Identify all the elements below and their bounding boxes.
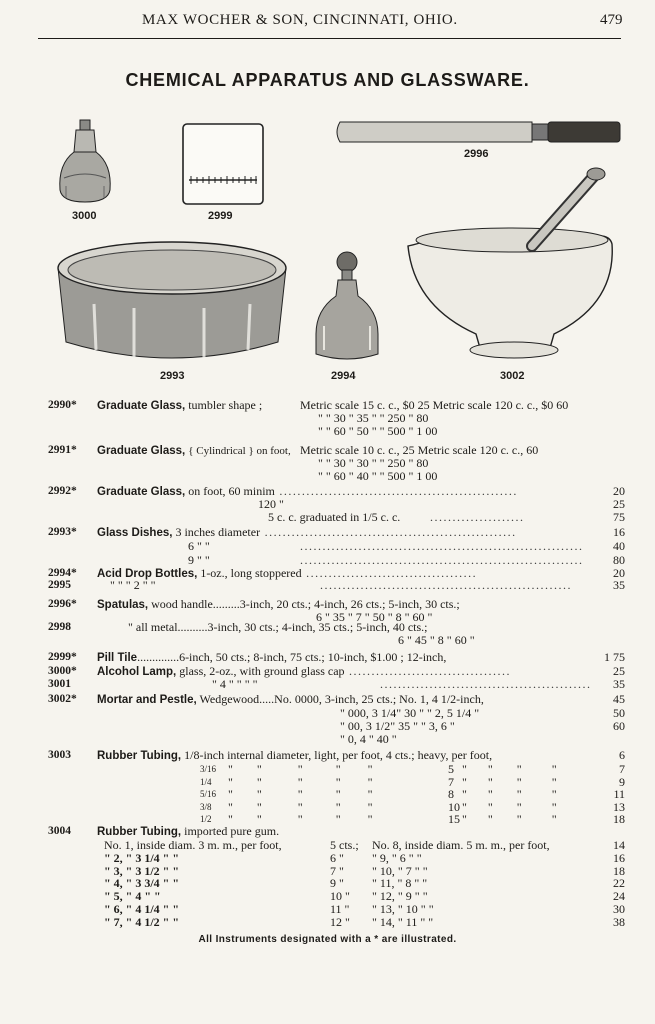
figure-label-2994: 2994: [331, 370, 356, 382]
gum-price-right: 38: [613, 914, 625, 929]
tubing-light-price: 10: [448, 799, 460, 814]
tubing-heavy-price: 13: [613, 799, 625, 814]
gum-price-left: 9 ": [330, 876, 344, 891]
tubing-size: 3/16: [200, 764, 217, 774]
gum-size-left: " 7, " 4 1/2 " ": [104, 914, 179, 929]
item-line: " " 60 " 50 " " 500 " 1 00: [318, 424, 438, 438]
figure-label-3000: 3000: [72, 210, 97, 222]
gum-size-right: No. 8, inside diam. 5 m. m., per foot,: [372, 838, 550, 852]
gum-size-left: " 5, " 4 " ": [104, 889, 161, 904]
gum-size-left: " 2, " 3 1/4 " ": [104, 850, 179, 865]
tubing-light-price: 8: [448, 787, 454, 801]
footer-note: All Instruments designated with a * are illustrated.: [198, 934, 457, 945]
gum-price-right: 30: [613, 902, 625, 916]
item-line: 6 " 35 " 7 " 50 " 8 " 60 ": [316, 610, 433, 624]
acid-drop-bottle-illustration: [312, 250, 382, 366]
gum-size-left: " 4, " 3 3/4 " ": [104, 876, 179, 891]
gum-size-right: " 10, " 7 " ": [372, 863, 428, 878]
gum-size-left: " 3, " 3 1/2 " ": [104, 863, 179, 878]
tubing-light-price: 5: [448, 762, 454, 776]
figure-label-2999: 2999: [208, 210, 233, 222]
gum-price-right: 16: [613, 850, 625, 865]
mortar-and-pestle-illustration: [404, 166, 624, 362]
figure-label-2993: 2993: [160, 370, 185, 382]
tubing-heavy-price: 11: [613, 787, 625, 801]
item-line: " " 30 " 35 " " 250 " 80: [318, 411, 429, 425]
item-line: " 0, 4 " 40 ": [340, 732, 397, 746]
gum-size-right: " 13, " 10 " ": [372, 902, 434, 916]
gum-size-left: No. 1, inside diam. 3 m. m., per foot,: [104, 838, 282, 852]
gum-size-right: " 11, " 8 " ": [372, 876, 428, 891]
tubing-light-price: 7: [448, 774, 454, 789]
gum-size-right: " 12, " 9 " ": [372, 889, 428, 904]
glass-dish-illustration: [54, 238, 290, 368]
item-line: " " 60 " 40 " " 500 " 1 00: [318, 469, 438, 483]
gum-price-right: 14: [613, 838, 625, 852]
running-title: MAX WOCHER & SON, CINCINNATI, OHIO.: [142, 12, 458, 28]
figure-label-3002: 3002: [500, 370, 525, 382]
gum-price-right: 18: [613, 863, 625, 878]
tubing-heavy-price: 9: [619, 774, 625, 789]
gum-price-right: 22: [613, 876, 625, 891]
spatula-illustration: [336, 114, 626, 150]
gum-price-left: 10 ": [330, 889, 350, 904]
tubing-heavy-price: 7: [619, 762, 625, 776]
tubing-size: 5/16: [200, 789, 217, 799]
gum-price-left: 12 ": [330, 914, 350, 929]
header-rule: [38, 38, 621, 39]
gum-size-right: " 14, " 11 " ": [372, 914, 434, 929]
tubing-light-price: 15: [448, 812, 460, 826]
gum-price-left: 5 cts.;: [330, 838, 359, 852]
pill-tile-illustration: [181, 122, 265, 206]
tubing-size: 1/4: [200, 776, 212, 787]
item-line: " " 30 " 30 " " 250 " 80: [318, 456, 429, 470]
running-header: [0, 12, 655, 36]
page-title: CHEMICAL APPARATUS AND GLASSWARE.: [125, 70, 530, 90]
page-number: 479: [600, 12, 623, 28]
alcohol-lamp-illustration: [54, 116, 116, 208]
gum-price-left: 7 ": [330, 863, 344, 878]
gum-price-left: 11 ": [330, 902, 350, 916]
gum-size-right: " 9, " 6 " ": [372, 850, 422, 865]
figure-label-2996: 2996: [464, 148, 489, 160]
gum-size-left: " 6, " 4 1/4 " ": [104, 902, 179, 916]
tubing-heavy-price: 18: [613, 812, 625, 826]
gum-price-left: 6 ": [330, 850, 344, 865]
tubing-size: 3/8: [200, 801, 212, 812]
tubing-size: 1/2: [200, 814, 212, 824]
item-line: 6 " 45 " 8 " 60 ": [398, 633, 475, 647]
gum-price-right: 24: [613, 889, 625, 904]
